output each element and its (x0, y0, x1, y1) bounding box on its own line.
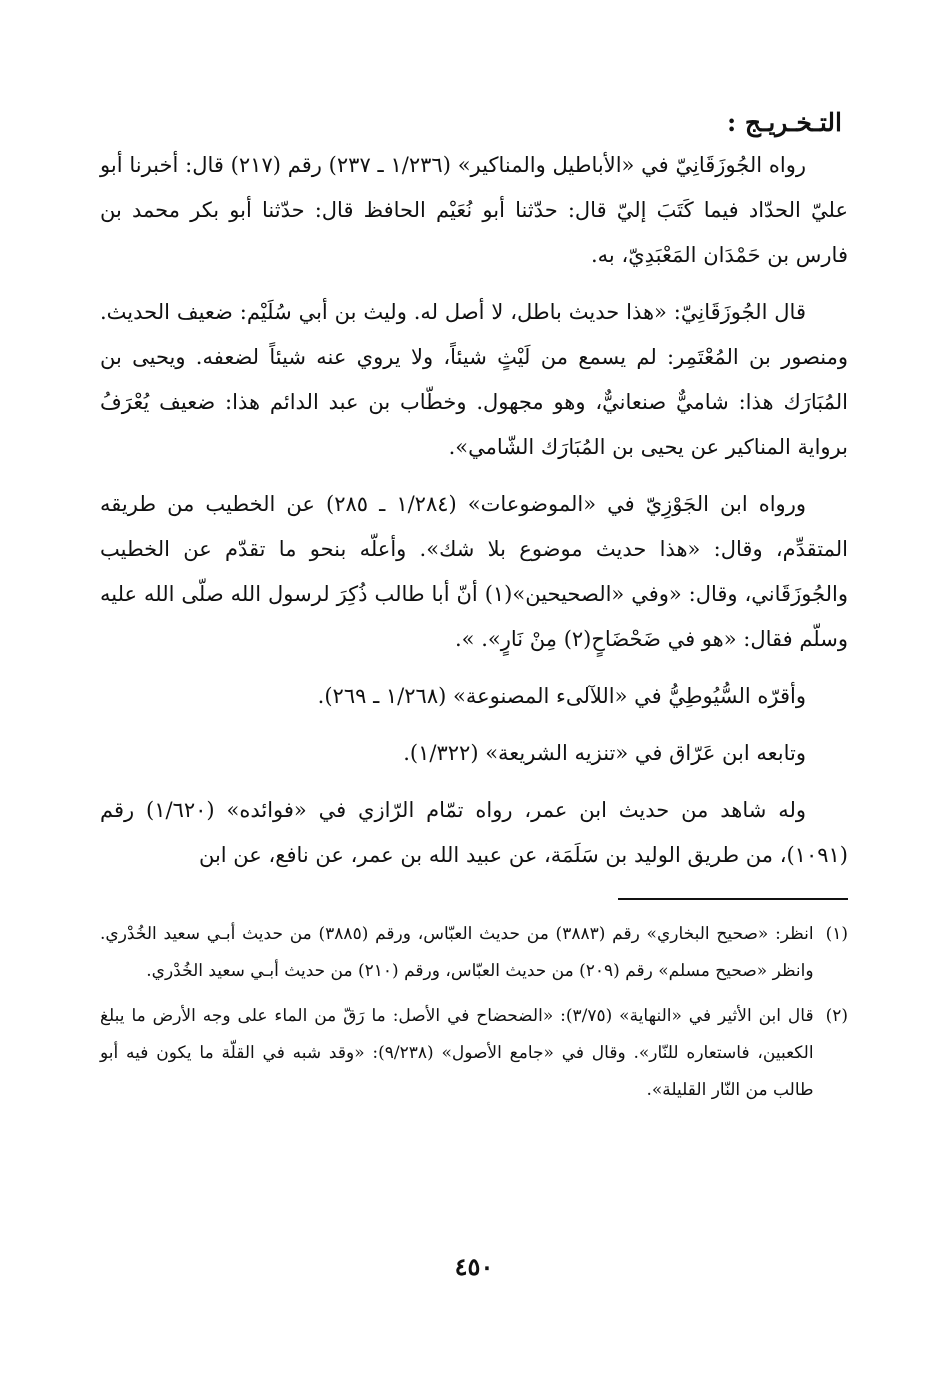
footnote-number: (٢) (825, 1006, 848, 1026)
paragraph-shahid: وله شاهد من حديث ابن عمر، رواه تمّام الرّازي في «فوائده» (١/٦٢٠) رقم (١٠٩١)، من طريق الوليد بن سَلَمَة، عن عبيد الله بن عمر، عن نافع، عن ابن (100, 798, 848, 867)
footnote-2 (100, 998, 848, 1109)
paragraph-suyuti: وأقرّه السُّيُوطِيُّ في «اللآلىء المصنوعة» (١/٢٦٨ ـ ٢٦٩). (317, 684, 806, 708)
footnote-separator (618, 898, 848, 900)
paragraph-jawzaqani-quote: قال الجُوزَقَانِيّ: «هذا حديث باطل، لا أصل له. وليث بن أبي سُلَيْم: ضعيف الحديث. ومنصور بن المُعْتَمِر: لم يسمع من لَيْثٍ شيئاً، ولا يروي عنه شيئاً لضعفه. ويحيى بن المُبَارَك هذا: شاميٌّ صنعانيٌّ، وهو مجهول. وخطّاب بن عبد الدائم هذا: ضعيف يُعْرَفُ برواية المناكير عن يحيى بن المُبَارَك الشّامي». (100, 300, 848, 459)
paragraph-ibn-arraq: وتابعه ابن عَرّاق في «تنزيه الشريعة» (١/٣٢٢). (403, 741, 806, 765)
footnote-1 (100, 916, 848, 990)
paragraph-takhrij: رواه الجُوزَقَانِيّ في «الأباطيل والمناكير» (١/٢٣٦ ـ ٢٣٧) رقم (٢١٧) قال: أخبرنا أبو عليّ الحدّاد فيما كَتَبَ إليّ قال: حدّثنا أبو نُعَيْم الحافظ قال: حدّثنا أبو بكر محمد بن فارس بن حَمْدَان المَعْبَدِيّ، به. (100, 153, 848, 267)
footnote-number: (١) (825, 924, 848, 944)
footnote-text: قال ابن الأثير في «النهاية» (٣/٧٥): «الضحضاح في الأصل: ما رَقّ من الماء على وجه الأرض ما يبلغ الكعبين، فاستعاره للنّار». وقال في «جامع الأصول» (٩/٢٣٨): «وقد شبه في القلّة ما يكون فيه أبو طالب من النّار القليلة». (100, 1006, 814, 1100)
page-number: ٤٥٠ (454, 1252, 494, 1281)
footnote-text: انظر: «صحيح البخاري» رقم (٣٨٨٣) من حديث العبّاس، ورقم (٣٨٨٥) من حديث أبـي سعيد الخُدْري. وانظر «صحيح مسلم» رقم (٢٠٩) من حديث العبّاس، ورقم (٢١٠) من حديث أبـي سعيد الخُدْري. (100, 924, 814, 981)
section-heading: التـخـريـج : (726, 108, 842, 137)
paragraph-ibn-jawzi: ورواه ابن الجَوْزِيّ في «الموضوعات» (١/٢٨٤ ـ ٢٨٥) عن الخطيب من طريقه المتقدِّم، وقال: «هذا حديث موضوع بلا شك». وأعلّه بنحو ما تقدّم عن الخطيب والجُوزَقَاني، وقال: «وفي «الصحيحين»(١) أنّ أبا طالب ذُكِرَ لرسول الله صلّى الله عليه وسلّم فقال: «هو في ضَحْضَاحٍ(٢) مِنْ نَارٍ». ». (100, 492, 848, 651)
